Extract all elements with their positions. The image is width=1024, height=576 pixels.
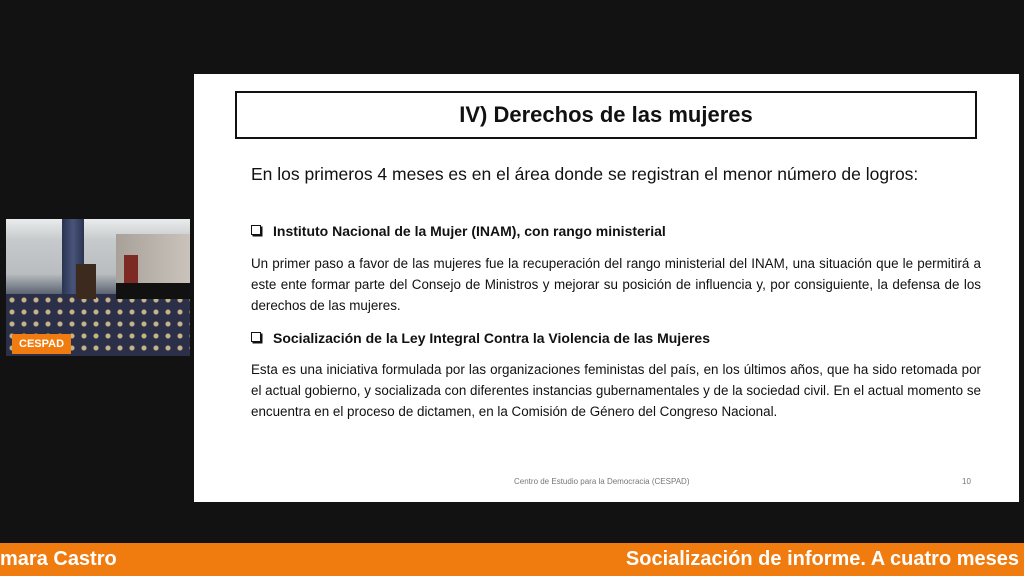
section-heading-label: Instituto Nacional de la Mujer (INAM), con rango ministerial — [273, 223, 666, 239]
section-body-inam: Un primer paso a favor de las mujeres fue la recuperación del rango ministerial del INAM, una situación que le permitirá a este ente formar parte del Consejo de Ministros y mejorar su posición de influencia y, por consiguiente, la defensa de los derechos de las mujeres. — [251, 256, 981, 313]
slide-footer: Centro de Estudio para la Democracia (CESPAD) — [514, 477, 690, 486]
checkbox-bullet-icon — [251, 332, 261, 342]
lower-third-bar — [0, 543, 1024, 576]
section-body-ley: Esta es una iniciativa formulada por las organizaciones feministas del país, en los últimos años, que ha sido retomada por el actual gobierno, y socializada con diferentes instancias gubernamentales y de la sociedad civil. En el actual momento se encuentra en el proceso de dictamen, en la Comisión de Género del Congreso Nacional. — [251, 362, 981, 419]
camera-feed-thumbnail[interactable] — [6, 219, 190, 356]
slide-title-box — [235, 91, 977, 139]
camera-table — [116, 283, 190, 299]
slide-title: IV) Derechos de las mujeres — [459, 102, 753, 127]
camera-label: CESPAD — [12, 334, 71, 354]
section-heading-ley — [251, 330, 710, 346]
slide-page-number: 10 — [962, 477, 971, 486]
camera-podium — [76, 264, 96, 299]
speaker-name: mara Castro — [0, 548, 117, 570]
presentation-slide — [194, 74, 1019, 502]
checkbox-bullet-icon — [251, 225, 261, 235]
section-heading-label: Socialización de la Ley Integral Contra la Violencia de las Mujeres — [273, 330, 711, 346]
slide-intro-text: En los primeros 4 meses es en el área donde se registran el menor número de logros: — [251, 164, 919, 184]
section-heading-inam — [251, 223, 666, 239]
event-title: Socialización de informe. A cuatro meses — [625, 548, 1019, 570]
